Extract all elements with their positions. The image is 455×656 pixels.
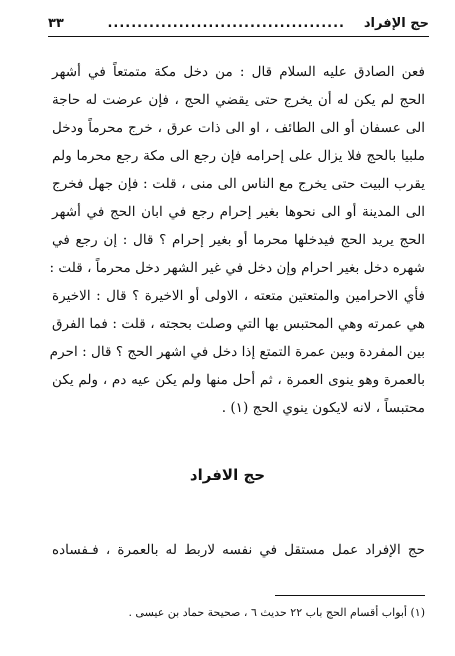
text-line: فأي الاحرامين والمتعتين متعته ، الاولى أو الاخيرة ؟ قال : الاخيرة (52, 288, 425, 304)
text-line: يقرب البيت حتى يخرج مع الناس الى منى ، قلت : فإن جهل فخرج (52, 176, 425, 192)
text-line: حج الإفراد عمل مستقل في نفسه لاربط له بالعمرة ، فـفساده (52, 542, 425, 558)
text-line: شهره دخل بغير احرام وإن دخل في غير الشهر دخل محرماً ، قلت : (49, 260, 425, 276)
running-header (48, 14, 429, 37)
text-line: الى المدينة أو الى نحوها بغير إحرام رجع في ابان الحج في أشهر (52, 204, 425, 220)
text-line: بين المفردة وبين عمرة التمتع إذا دخل في اشهر الحج ؟ قال : احرم (49, 344, 425, 360)
text-line: فعن الصادق عليه السلام قال : من دخل مكة متمتعاً في أشهر (52, 64, 425, 80)
text-line: ملبيا بالحج فلا يزال على إحرامه فإن رجع الى مكة رجع محرما ولم (52, 148, 425, 164)
header-title: حج الإفراد (363, 16, 429, 31)
section-paragraph (52, 536, 425, 564)
text-line: بالعمرة وهو ينوى العمرة ، ثم أحل منها ولم يكن عيه دم ، ولم يكن (52, 372, 425, 388)
footnote: (١) أبواب أقسام الحج باب ٢٢ حديث ٦ ، صحيحة حماد بن عيسى . (128, 606, 425, 619)
header-leader-dots: ........................................ (107, 16, 345, 31)
text-line: محتبساً ، لانه لايكون ينوي الحج (١) . (221, 400, 425, 416)
footnote-divider (275, 595, 425, 596)
text-line: الحج يريد الحج فيدخلها محرما أو بغير إحرام ؟ قال : إن رجع في (52, 232, 425, 248)
hadith-paragraph (49, 58, 425, 422)
page-number: ٣٣ (48, 16, 64, 31)
text-line: هي عمرته وهي المحتبس بها التي وصلت بحجته ، قلت : فما الفرق (52, 316, 425, 332)
text-line: الى عسفان أو الى الطائف ، او الى ذات عرق ، خرج محرماً ودخل (52, 120, 425, 136)
text-line: الحج لم يكن له أن يخرج حتى يقضي الحج ، فإن عرضت له حاجة (52, 92, 425, 108)
section-heading: حج الافراد (189, 466, 266, 484)
